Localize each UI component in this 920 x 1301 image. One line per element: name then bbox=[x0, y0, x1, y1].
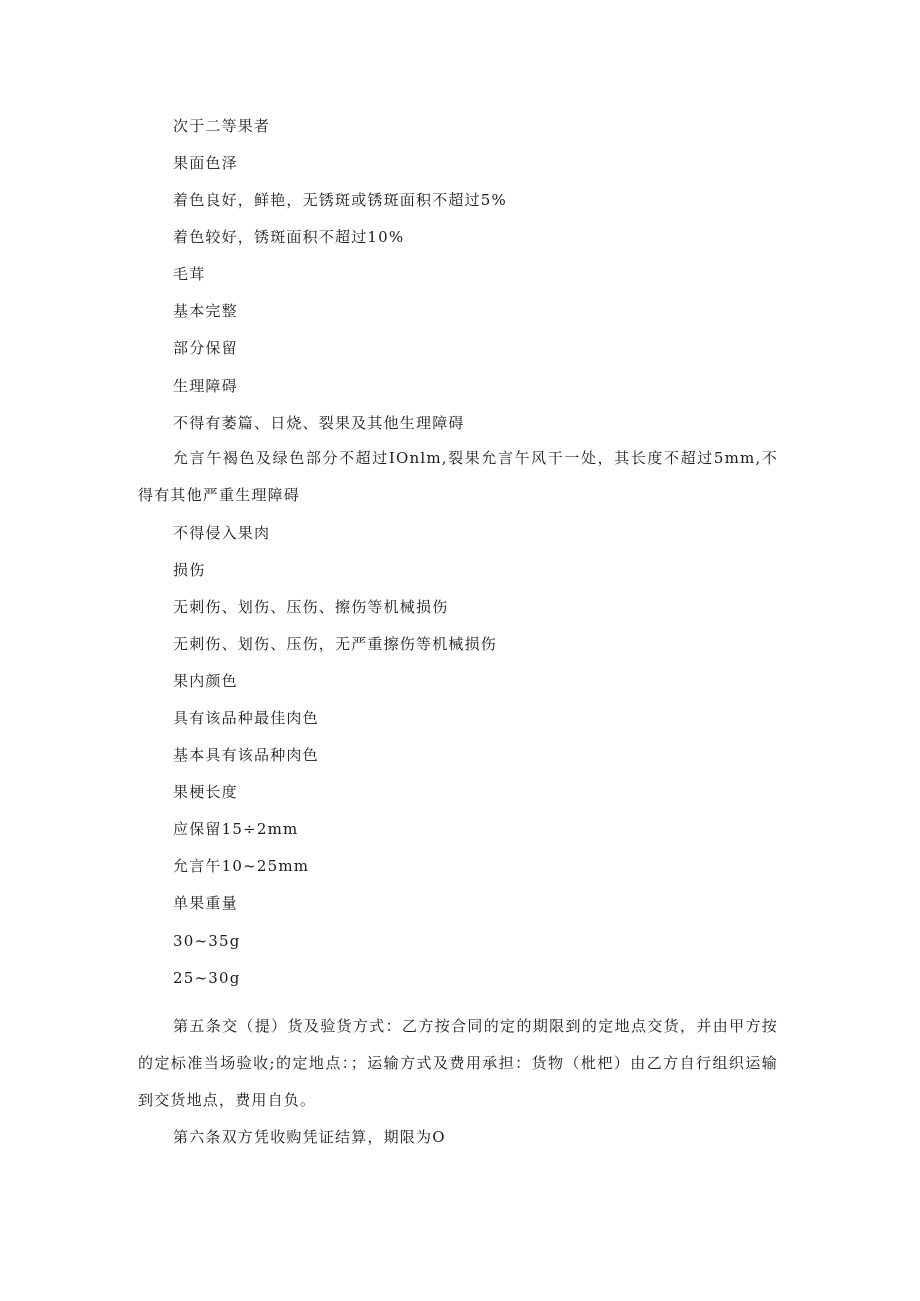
text-line: 果内颜色 bbox=[173, 672, 238, 690]
text-line: 允言午10~25mm bbox=[173, 857, 310, 875]
text-line: 不得有萎篇、日烧、裂果及其他生理障碍 bbox=[173, 414, 465, 432]
text-line: 次于二等果者 bbox=[173, 117, 271, 135]
text-line: 损伤 bbox=[173, 561, 206, 579]
text-line: 着色较好，锈斑面积不超过10% bbox=[173, 228, 405, 246]
text-line: 应保留15÷2mm bbox=[173, 820, 299, 838]
text-line: 具有该品种最佳肉色 bbox=[173, 709, 319, 727]
text-line: 部分保留 bbox=[173, 339, 238, 357]
text-line: 基本完整 bbox=[173, 302, 238, 320]
text-line: 果面色泽 bbox=[173, 154, 238, 172]
text-line: 30~35g bbox=[173, 932, 241, 950]
text-line: 毛茸 bbox=[173, 265, 206, 283]
paragraph: 允言午褐色及绿色部分不超过IOnlm,裂果允言午风干一处，其长度不超过5mm,不得有其他严重生理障碍 bbox=[138, 449, 778, 504]
text-line: 不得侵入果肉 bbox=[173, 524, 271, 542]
text-line: 无刺伤、划伤、压伤、擦伤等机械损伤 bbox=[173, 598, 449, 616]
text-line: 果梗长度 bbox=[173, 783, 238, 801]
text-line: 基本具有该品种肉色 bbox=[173, 746, 319, 764]
text-line: 单果重量 bbox=[173, 894, 238, 912]
text-line: 25~30g bbox=[173, 969, 241, 987]
text-line: 着色良好，鲜艳，无锈斑或锈斑面积不超过5% bbox=[173, 191, 507, 209]
contract-article-5: 第五条交（提）货及验货方式：乙方按合同的定的期限到的定地点交货，并由甲方按的定标准当场验收;的定地点：；运输方式及费用承担：货物（枇杷）由乙方自行组织运输到交货地点，费用自负。 bbox=[138, 1017, 778, 1109]
text-line: 无刺伤、划伤、压伤，无严重擦伤等机械损伤 bbox=[173, 635, 498, 653]
contract-article-6: 第六条双方凭收购凭证结算，期限为O bbox=[173, 1128, 446, 1146]
text-line: 生理障碍 bbox=[173, 377, 238, 395]
